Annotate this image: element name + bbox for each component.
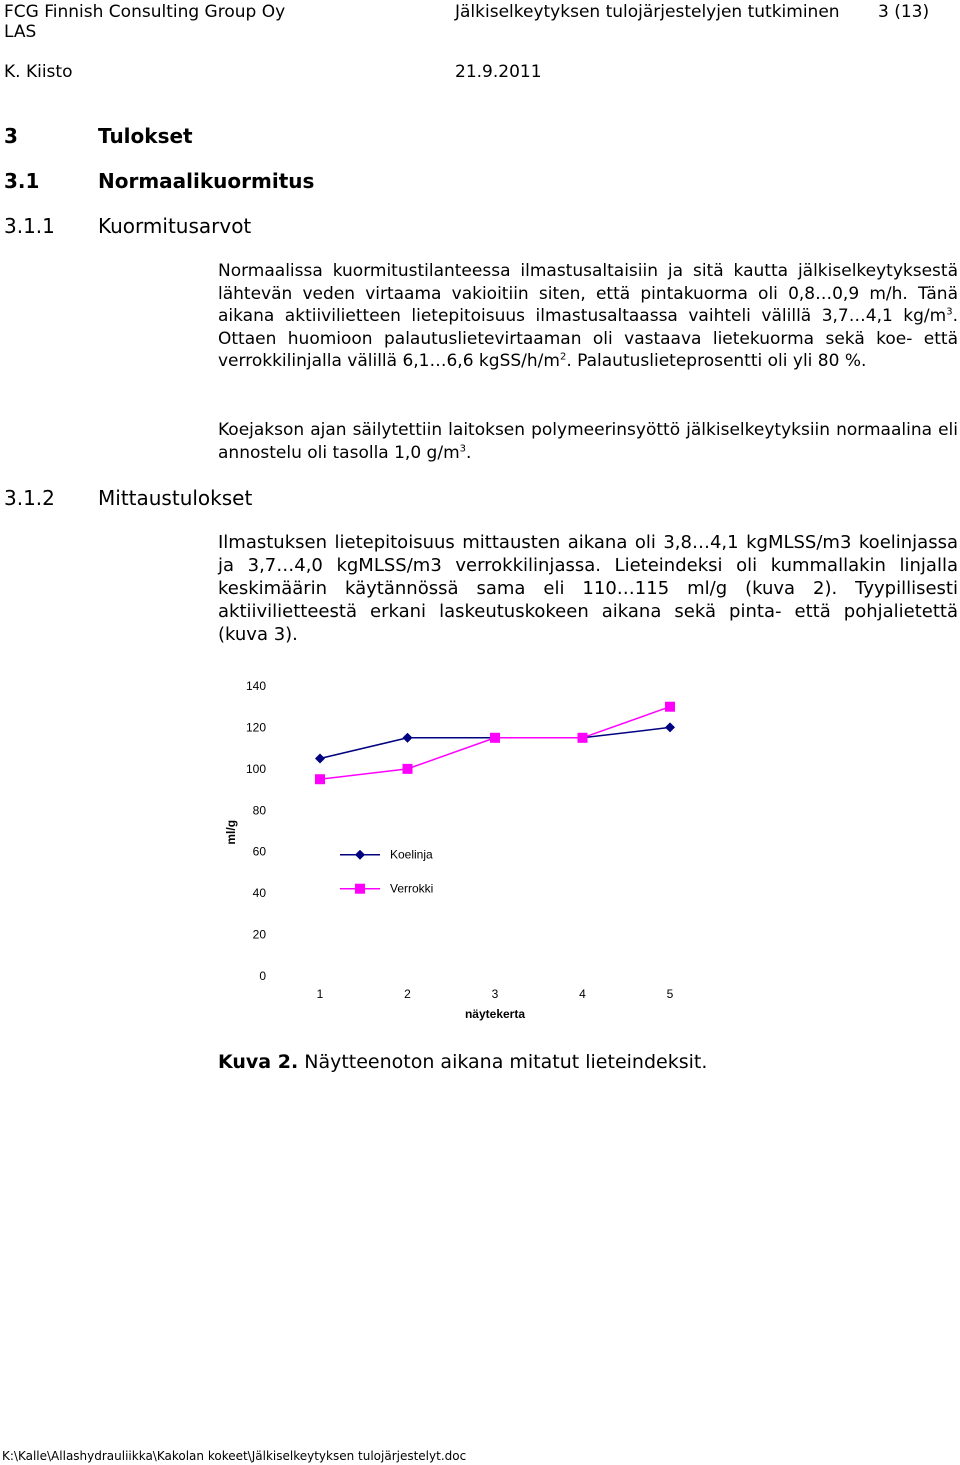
data-point xyxy=(315,754,325,764)
header-author: K. Kiisto xyxy=(4,62,73,82)
paragraph-measurements xyxy=(218,531,958,646)
paragraph-polymer-dosing xyxy=(218,419,958,464)
header-company-line2: LAS xyxy=(4,22,37,42)
superscript-2: 2 xyxy=(559,351,567,363)
header-company: FCG Finnish Consulting Group Oy xyxy=(4,2,286,22)
header-page-number: 3 (13) xyxy=(878,2,930,22)
superscript-3: 3 xyxy=(946,306,953,318)
legend-marker xyxy=(355,884,365,894)
section-3-1-2-title: Mittaustulokset xyxy=(98,486,253,510)
chart-x-axis-label: näytekerta xyxy=(464,1007,526,1021)
figure-caption xyxy=(218,1051,707,1073)
sludge-index-chart xyxy=(190,670,730,1030)
y-tick-label: 60 xyxy=(252,844,266,859)
paragraph-2-part-a: Koejakson ajan säilytettiin laitoksen polymeerinsyöttö jälkiselkeytyksiin normaalina eli annostelu oli tasolla 1,0 g/m xyxy=(218,420,958,463)
y-tick-label: 140 xyxy=(245,679,266,693)
data-point xyxy=(315,774,325,784)
legend-label: Verrokki xyxy=(390,881,434,896)
data-point xyxy=(578,733,588,743)
paragraph-1-part-c: . Palautuslieteprosentti oli yli 80 %. xyxy=(566,351,867,371)
caption-text: Näytteenoton aikana mitatut lieteindeksit. xyxy=(298,1051,708,1073)
footer-file-path: K:\Kalle\Allashydrauliikka\Kakolan kokeet\Jälkiselkeytyksen tulojärjestelyt.doc xyxy=(2,1449,467,1463)
superscript-3: 3 xyxy=(459,442,467,454)
paragraph-2-part-b: . xyxy=(466,442,472,463)
chart-legend xyxy=(340,848,433,896)
y-tick-label: 20 xyxy=(252,927,266,942)
section-3-1-1-title: Kuormitusarvot xyxy=(98,214,252,238)
section-3-1-title: Normaalikuormitus xyxy=(98,169,315,193)
series-line-koelinja xyxy=(320,727,670,758)
paragraph-load-values xyxy=(218,260,958,373)
x-tick-label: 3 xyxy=(491,987,499,1001)
chart-series xyxy=(315,702,675,785)
chart-ticks xyxy=(246,679,674,1001)
section-3-title: Tulokset xyxy=(98,124,193,148)
legend-marker xyxy=(355,850,365,860)
data-point xyxy=(665,702,675,712)
header-date: 21.9.2011 xyxy=(455,62,542,82)
section-3-1-number: 3.1 xyxy=(4,169,40,193)
data-point xyxy=(403,764,413,774)
y-tick-label: 100 xyxy=(245,761,266,776)
section-3-number: 3 xyxy=(4,124,18,148)
series-line-verrokki xyxy=(320,707,670,780)
y-tick-label: 80 xyxy=(252,803,266,818)
caption-label: Kuva 2. xyxy=(218,1051,299,1073)
legend-label: Koelinja xyxy=(390,847,433,862)
x-tick-label: 1 xyxy=(316,987,324,1001)
data-point xyxy=(665,722,675,732)
data-point xyxy=(490,733,500,743)
paragraph-1-part-a: Normaalissa kuormitustilanteessa ilmastusaltaisiin ja sitä kautta jälkiselkeytyksestä lähtevän veden virtaama vakioitiin siten, että pintakuorma oli 0,8…0,9 m/h. Tänä aikana aktiivilietteen lietepitoisuus ilmastusaltaassa vaihteli välillä 3,7…4,1 kg/m xyxy=(218,261,958,326)
chart-y-axis-label: ml/g xyxy=(224,819,238,845)
header-doc-title: Jälkiselkeytyksen tulojärjestelyjen tutkiminen xyxy=(455,2,840,22)
paragraph-3-text: Ilmastuksen lietepitoisuus mittausten aikana oli 3,8…4,1 kgMLSS/m3 koelinjassa ja 3,7…4,0 kgMLSS/m3 verrokkilinjassa. Lieteindeksi oli kummallakin linjalla keskimäärin käytännössä sama eli 110…115 ml/g (kuva 2). Tyypillisesti aktiivilietteestä erkani laskeutuskokeen aikana sekä pinta- että pohjalietettä (kuva 3). xyxy=(218,532,958,645)
section-3-1-2-number: 3.1.2 xyxy=(4,486,55,510)
data-point xyxy=(403,733,413,743)
y-tick-label: 40 xyxy=(252,886,266,901)
section-3-1-1-number: 3.1.1 xyxy=(4,214,55,238)
x-tick-label: 2 xyxy=(404,987,411,1001)
x-tick-label: 5 xyxy=(666,987,674,1001)
y-tick-label: 0 xyxy=(259,969,266,983)
x-tick-label: 4 xyxy=(579,987,586,1001)
y-tick-label: 120 xyxy=(245,720,266,735)
paragraph-1-part-b: . Ottaen huomioon palautuslietevirtaaman oli vastaava lietekuorma sekä koe- että verrokkilinjalla välillä 6,1…6,6 kgSS/h/m xyxy=(218,306,958,371)
